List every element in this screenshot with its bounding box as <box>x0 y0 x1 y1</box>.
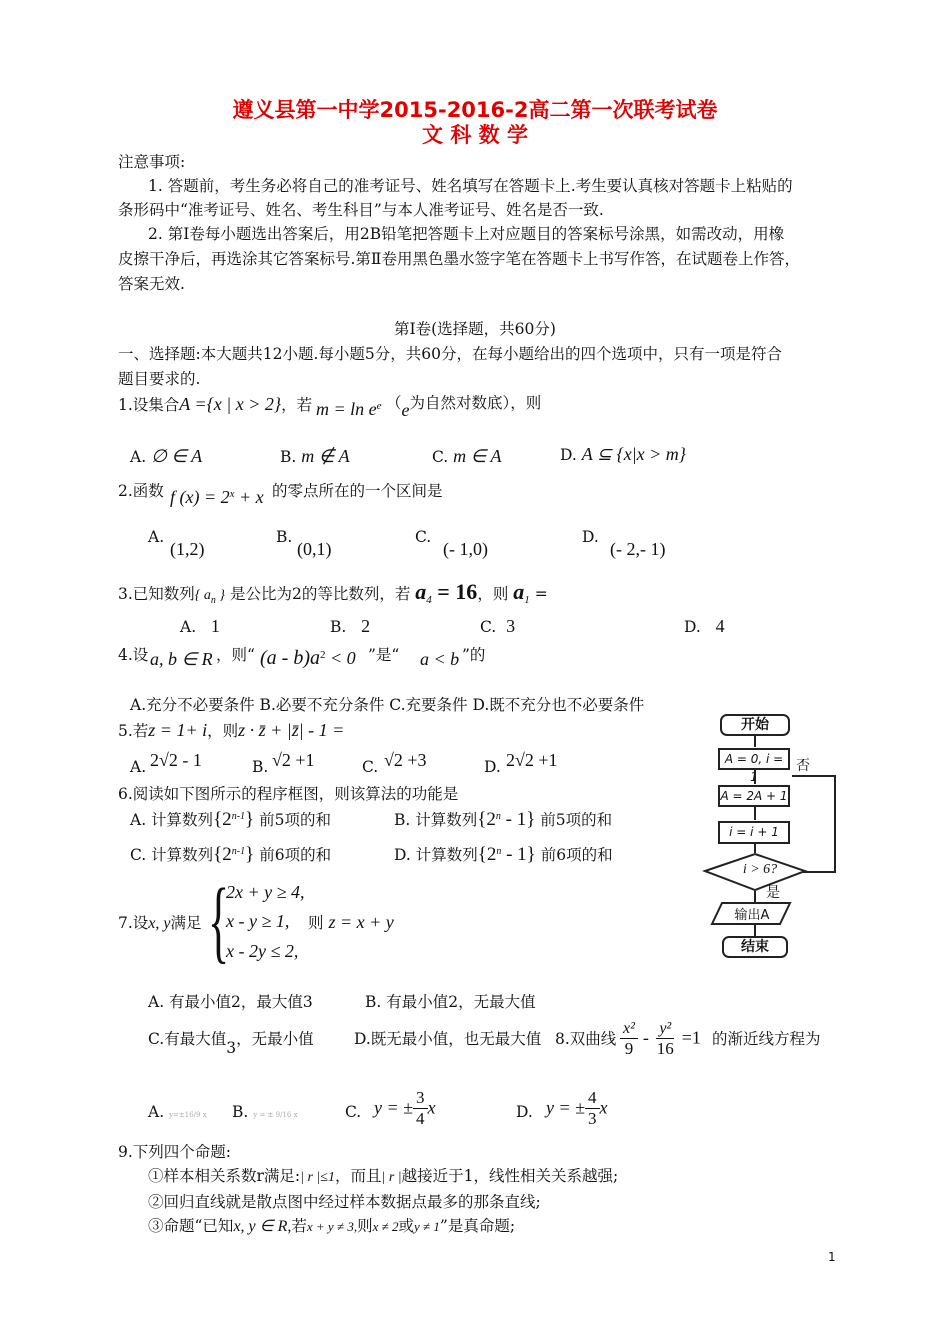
q3-eq: = <box>534 585 548 603</box>
q6-option-d-label: D. 计算数列 <box>394 846 478 864</box>
q9-p3-m3: x ≠ 2 <box>372 1219 399 1234</box>
q6-option-b-tail: 前5项的和 <box>540 811 613 829</box>
q1-option-d-label: D. <box>560 446 577 464</box>
q3-option-b-text: 2 <box>361 616 371 636</box>
q9-p3-m1: x, y ∈ R, <box>233 1218 292 1235</box>
flowchart-yes-label: 是 <box>766 885 780 901</box>
q9-p3-tail: ”是真命题; <box>439 1217 516 1235</box>
notice-item2-line2: 皮擦干净后，再选涂其它答案标号.第Ⅱ卷用黑色墨水签字笔在答题卡上书写作答，在试题卷上作答， <box>118 250 800 268</box>
q1-option-b <box>280 446 350 467</box>
q7-constraint-3: x - 2y ≤ 2, <box>226 941 299 961</box>
q1-option-a-text: ∅ ∈ A <box>151 446 203 466</box>
q7-option-c-pre: C.有最大值 <box>148 1030 227 1048</box>
question-4-stem <box>118 643 148 665</box>
q6-option-b <box>394 808 612 831</box>
q5-option-d: 2√2 +1 <box>506 750 558 770</box>
q5-option-d-label: D. <box>484 758 501 776</box>
flowchart-output: 输出A <box>734 908 770 923</box>
q6-option-a-sup: n-1 <box>231 810 246 822</box>
q2-option-d: (- 2,- 1) <box>610 539 666 559</box>
q9-p3-if: 若 <box>291 1217 307 1235</box>
exam-subtitle: 文 科 数 学 <box>422 123 528 147</box>
q8-option-b-label: B. <box>232 1103 249 1121</box>
q3-option-a-text: 1 <box>210 616 220 636</box>
question-9-stem: 9.下列四个命题: <box>118 1143 232 1161</box>
q3-mid: 是公比为2的等比数列，若 <box>229 585 411 603</box>
q3-option-b-label: B. <box>330 618 347 636</box>
q8-frac-x <box>620 1020 638 1059</box>
q4-expr1-tail: < 0 <box>325 648 356 668</box>
q9-p1-m2: | r | <box>381 1170 402 1185</box>
q6-option-a-label: A. 计算数列 <box>130 811 214 829</box>
q6-option-d-tail: 前6项的和 <box>540 846 613 864</box>
q5-option-a: 2√2 - 1 <box>150 750 202 770</box>
q6-option-c <box>130 843 331 866</box>
q3-seq: { a <box>194 588 211 603</box>
q8-eq: =1 <box>681 1027 701 1048</box>
q8-option-c-pre: y = ± <box>374 1097 414 1118</box>
q1-paren-note-text: 为自然对数底），则 <box>409 394 542 412</box>
q6-option-d <box>394 843 613 866</box>
q1-option-d <box>560 444 686 465</box>
question-7-stem <box>118 911 202 933</box>
flowchart-start: 开始 <box>720 714 790 736</box>
q2-function <box>170 487 264 508</box>
q1-option-a-label: A. <box>130 448 147 466</box>
q2-option-b: (0,1) <box>297 539 332 559</box>
q8-equation <box>620 1020 701 1059</box>
q1-option-b-text: m ∉ A <box>301 446 350 466</box>
q1-label: 1.设集合 <box>118 396 180 414</box>
q9-proposition-1 <box>148 1164 618 1186</box>
q4-expr1-base: (a - b)a <box>260 647 320 669</box>
q4-expr2: a < b <box>420 649 460 669</box>
q7-label: 7.设 <box>118 914 149 932</box>
flowchart-no-label: 否 <box>796 758 810 774</box>
q4-expr1-sup: 2 <box>319 648 326 661</box>
q6-option-a <box>130 808 331 831</box>
q3-a1: a <box>513 579 525 604</box>
q3-a1-sub: 1 <box>524 594 530 607</box>
question-6-stem: 6.阅读如下图所示的程序框图，则该算法的功能是 <box>118 785 459 803</box>
q3-a4-sub: 4 <box>426 594 432 607</box>
question-8-stem: 8.双曲线 <box>555 1030 617 1048</box>
q1-option-c-label: C. <box>432 448 449 466</box>
q4-label: 4.设 <box>118 646 149 664</box>
q7-option-a: A. 有最小值2，最大值3 <box>148 993 313 1011</box>
q7-option-c <box>148 1027 314 1057</box>
q2-func-sup: x <box>229 487 235 500</box>
q9-p3-then: 则 <box>357 1217 373 1235</box>
q8-option-c-num: 3 <box>413 1088 428 1109</box>
q3-option-a <box>180 616 220 637</box>
q8-option-d <box>546 1088 608 1128</box>
section-title: 第Ⅰ卷(选择题，共60分) <box>394 320 556 338</box>
q1-option-a <box>130 446 202 467</box>
q5-z: z = 1+ i <box>148 720 208 740</box>
q5-option-b-label: B. <box>252 758 269 776</box>
q3-option-c <box>480 616 515 637</box>
question-3-stem <box>118 579 548 606</box>
q6-option-b-close: - 1} <box>500 809 536 830</box>
q8-option-a-text: y=±16/9 x <box>169 1111 207 1119</box>
flowchart-condition: i > 6? <box>742 862 778 877</box>
q7-constraint-1: 2x + y ≥ 4, <box>226 882 305 902</box>
q8-option-b-text: y = ± 9/16 x <box>253 1111 298 1119</box>
q2-tail: 的零点所在的一个区间是 <box>272 482 443 500</box>
notice-item1-line2: 条形码中“准考证号、姓名、考生科目”与本人准考证号、姓名是否一致. <box>118 201 604 219</box>
q8-option-a <box>148 1103 207 1121</box>
q5-label: 5.若 <box>118 722 149 740</box>
q9-proposition-2: ②回归直线就是散点图中经过样本数据点最多的那条直线; <box>148 1193 541 1211</box>
q7-vars: x, y <box>148 915 171 932</box>
q5-option-c: √2 +3 <box>384 750 427 770</box>
question-2-stem: 2.函数 <box>118 482 164 500</box>
page-number: 1 <box>828 1250 836 1264</box>
q6-option-c-seq: {2 <box>213 844 232 865</box>
q3-a4-eq: = 16 <box>431 579 478 604</box>
q6-option-b-sup: n <box>495 810 501 822</box>
q6-option-a-tail: 前5项的和 <box>259 811 331 829</box>
q3-seq-close: } <box>215 588 226 603</box>
q4-options: A.充分不必要条件 B.必要不充分条件 C.充要条件 D.既不充分也不必要条件 <box>130 696 645 714</box>
q8-option-d-num: 4 <box>585 1088 600 1109</box>
q8-option-d-post: x <box>599 1097 608 1118</box>
q9-p1-pre: ①样本相关系数r满足: <box>148 1167 301 1185</box>
q8-option-c-den: 4 <box>416 1108 425 1128</box>
q9-p1-mid: ，而且 <box>334 1167 382 1185</box>
q1-m-sup: e <box>376 399 382 412</box>
q1-paren-note <box>386 391 542 420</box>
q3-seq-sub: n <box>210 595 216 607</box>
q3-label: 3.已知数列 <box>118 585 195 603</box>
q7-option-c-post: ，无最小值 <box>236 1030 314 1048</box>
q6-option-d-close: - 1} <box>501 844 536 865</box>
q6-option-b-seq: {2 <box>477 809 496 830</box>
q7-option-c-num: 3 <box>226 1039 237 1057</box>
notice-item2-line3: 答案无效. <box>118 275 185 293</box>
q7-then-text: 则 <box>308 914 324 932</box>
q8-frac-x-den: 9 <box>624 1039 634 1059</box>
q5-option-a-label: A. <box>130 758 147 776</box>
q2-option-c: (- 1,0) <box>443 539 488 559</box>
flowchart-step1: A = 2A + 1 <box>718 785 790 807</box>
notice-heading: 注意事项: <box>118 153 186 171</box>
q8-option-c-post: x <box>427 1097 436 1118</box>
q9-p3-m2: x + y ≠ 3, <box>306 1219 358 1234</box>
q9-p3-or: 或 <box>398 1217 415 1235</box>
q1-m-expr: m = ln e <box>316 399 377 419</box>
question-1-stem <box>118 393 312 415</box>
q8-option-d-label: D. <box>516 1103 533 1121</box>
q4-expr1 <box>260 647 356 670</box>
q7-then <box>308 911 394 933</box>
q2-option-a: (1,2) <box>170 539 205 559</box>
q3-option-b <box>330 616 370 637</box>
q1-e-var: e <box>401 400 410 420</box>
q6-option-c-close: } <box>245 844 255 865</box>
q2-option-b-label: B. <box>276 528 293 546</box>
q3-option-d-label: D. <box>684 618 701 636</box>
q6-option-a-seq: {2 <box>213 809 232 830</box>
q5-option-b: √2 +1 <box>272 750 315 770</box>
q7-option-b: B. 有最小值2，无最大值 <box>365 993 536 1011</box>
q7-mid: 满足 <box>170 914 202 932</box>
q8-frac-x-num: x² <box>620 1020 638 1039</box>
q3-a4: a <box>415 579 427 604</box>
q8-option-d-den: 3 <box>588 1108 597 1128</box>
q6-option-d-seq: {2 <box>477 844 497 865</box>
question-5-stem <box>118 719 344 741</box>
notice-item1-line1: 1. 答题前，考生务必将自己的准考证号、姓名填写在答题卡上.考生要认真核对答题卡上粘贴的 <box>148 177 793 195</box>
q6-option-c-label: C. 计算数列 <box>130 846 214 864</box>
q7-z: z = x + y <box>328 912 394 932</box>
q2-option-a-label: A. <box>148 528 165 546</box>
notice-item2-line1: 2. 第Ⅰ卷每小题选出答案后，用2B铅笔把答题卡上对应题目的答案标号涂黑，如需改动，用橡 <box>148 225 785 243</box>
q1-mid: ，若 <box>281 396 313 414</box>
q4-mid1: ，则“ <box>216 646 255 664</box>
q5-mid: ，则 <box>207 722 239 740</box>
q8-option-c-frac <box>413 1088 428 1128</box>
q4-vars: a, b ∈ R <box>150 649 213 669</box>
flowchart-init: A = 0, i = 1 <box>718 748 790 770</box>
q9-p3-pre: ③命题“已知 <box>148 1217 234 1235</box>
q8-option-d-frac <box>585 1088 600 1128</box>
q8-frac-y <box>654 1020 677 1059</box>
q3-option-d-text: 4 <box>715 616 725 636</box>
flowchart-step2: i = i + 1 <box>718 821 790 844</box>
q3-option-a-label: A. <box>180 618 197 636</box>
q8-frac-y-den: 16 <box>656 1039 674 1059</box>
section-intro-line1: 一、选择题:本大题共12小题.每小题5分，共60分，在每小题给出的四个选项中，只有一项是符合 <box>118 345 782 363</box>
q1-option-b-label: B. <box>280 448 297 466</box>
q4-mid2: ”是“ <box>368 646 400 664</box>
q5-option-c-label: C. <box>362 758 379 776</box>
q1-m-expression <box>316 399 382 420</box>
q1-option-d-text: A ⊆ {x|x > m} <box>581 444 686 464</box>
q1-set-a: A ={x | x > 2} <box>179 394 282 414</box>
q1-option-c-text: m ∈ A <box>453 446 502 466</box>
q5-expr: z · z̄ + |z̄| - 1 = <box>238 720 345 740</box>
q7-option-d: D.既无最小值，也无最大值 <box>354 1030 542 1048</box>
section-intro-line2: 题目要求的. <box>118 370 201 388</box>
q3-option-d <box>684 616 725 637</box>
q6-option-c-sup: n-1 <box>231 845 246 857</box>
q9-p1-tail: 越接近于1，线性相关关系越强; <box>401 1167 619 1185</box>
q6-option-b-label: B. 计算数列 <box>394 811 478 829</box>
q1-option-c <box>432 446 502 467</box>
q4-tail: ”的 <box>462 646 486 664</box>
q6-option-c-tail: 前6项的和 <box>259 846 332 864</box>
q8-tail: 的渐近线方程为 <box>712 1030 821 1048</box>
q3-option-c-text: 3 <box>506 616 516 636</box>
q8-option-c-label: C. <box>345 1103 362 1121</box>
q9-p3-m4: y ≠ 1 <box>414 1219 440 1234</box>
q9-proposition-3 <box>148 1214 515 1236</box>
q8-minus: - <box>642 1027 649 1048</box>
q7-constraint-2: x - y ≥ 1, <box>226 911 290 931</box>
q7-brace: { <box>208 869 230 973</box>
q2-option-d-label: D. <box>582 528 599 546</box>
q8-option-d-pre: y = ± <box>546 1097 586 1118</box>
q2-func-tail: + x <box>234 487 264 507</box>
q8-option-c <box>374 1088 436 1128</box>
q3-comma: ，则 <box>477 585 509 603</box>
q9-p1-m1: | r |≤1 <box>300 1170 335 1185</box>
q2-func-base: f (x) = 2 <box>170 487 230 507</box>
q8-frac-y-num: y² <box>656 1020 674 1039</box>
q3-option-c-label: C. <box>480 618 497 636</box>
q1-paren-open: （ <box>386 394 402 412</box>
q6-option-a-close: } <box>245 809 255 830</box>
q8-option-b <box>232 1103 298 1121</box>
q8-option-a-label: A. <box>148 1103 165 1121</box>
q2-option-c-label: C. <box>415 528 432 546</box>
flowchart-end: 结束 <box>722 936 788 958</box>
q6-option-d-sup: n <box>496 845 502 857</box>
exam-title: 遵义县第一中学2015-2016-2高二第一次联考试卷 <box>232 98 718 122</box>
